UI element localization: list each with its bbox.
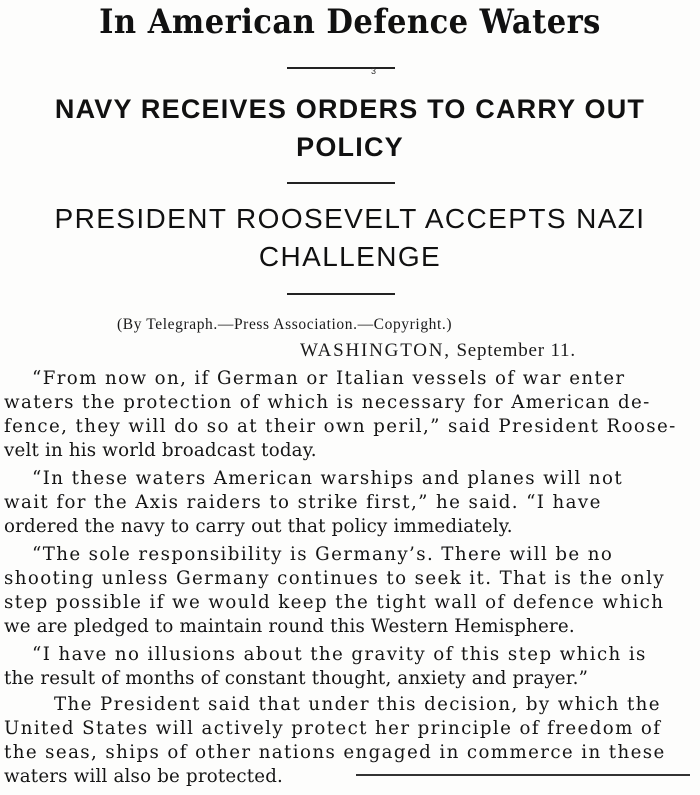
body-line: the seas, ships of other nations engaged in commerce in these bbox=[4, 742, 666, 763]
dateline-date: September 11. bbox=[456, 340, 576, 361]
subheadline-line: NAVY RECEIVES ORDERS TO CARRY OUT bbox=[54, 94, 646, 124]
end-rule bbox=[356, 774, 690, 776]
body-line: ordered the navy to carry out that policy immediately. bbox=[4, 516, 513, 537]
subheadline-navy-orders bbox=[0, 90, 700, 166]
body-line: velt in his world broadcast today. bbox=[4, 440, 317, 461]
body-line: the result of months of constant thought, anxiety and prayer.” bbox=[4, 668, 589, 689]
dateline-city: WASHINGTON, bbox=[300, 340, 451, 361]
body-line: “In these waters American warships and planes will not bbox=[32, 468, 624, 489]
body-line: shooting unless Germany continues to seek it. That is the only bbox=[4, 568, 666, 589]
main-headline: In American Defence Waters bbox=[99, 2, 601, 42]
body-line: “I have no illusions about the gravity of this step which is bbox=[32, 644, 647, 665]
body-line: “The sole responsibility is Germany’s. There will be no bbox=[32, 544, 614, 565]
subheadline-roosevelt bbox=[0, 200, 700, 276]
body-line: United States will actively protect her principle of freedom of bbox=[4, 718, 662, 739]
subheadline-line: CHALLENGE bbox=[258, 241, 442, 272]
body-line: wait for the Axis raiders to strike first,” he said. “I have bbox=[4, 492, 602, 513]
body-line: waters the protection of which is necessary for American de- bbox=[4, 392, 651, 413]
body-line: “From now on, if German or Italian vessels of war enter bbox=[32, 368, 626, 389]
byline-divider bbox=[287, 293, 395, 295]
subheadline-line: PRESIDENT ROOSEVELT ACCEPTS NAZI bbox=[54, 203, 646, 234]
body-line: waters will also be protected. bbox=[4, 766, 284, 787]
page-mark: 3 bbox=[371, 66, 377, 76]
headline-divider bbox=[287, 67, 395, 69]
deck-divider bbox=[287, 182, 395, 184]
body-line: we are pledged to maintain round this Western Hemisphere. bbox=[4, 616, 575, 637]
byline: (By Telegraph.—Press Association.—Copyright.) bbox=[117, 316, 453, 333]
body-line: The President said that under this decision, by which the bbox=[54, 694, 661, 715]
body-line: fence, they will do so at their own peril,” said President Roose- bbox=[4, 416, 677, 437]
body-line: step possible if we would keep the tight wall of defence which bbox=[4, 592, 665, 613]
dateline bbox=[300, 340, 576, 362]
subheadline-line: POLICY bbox=[296, 132, 404, 162]
